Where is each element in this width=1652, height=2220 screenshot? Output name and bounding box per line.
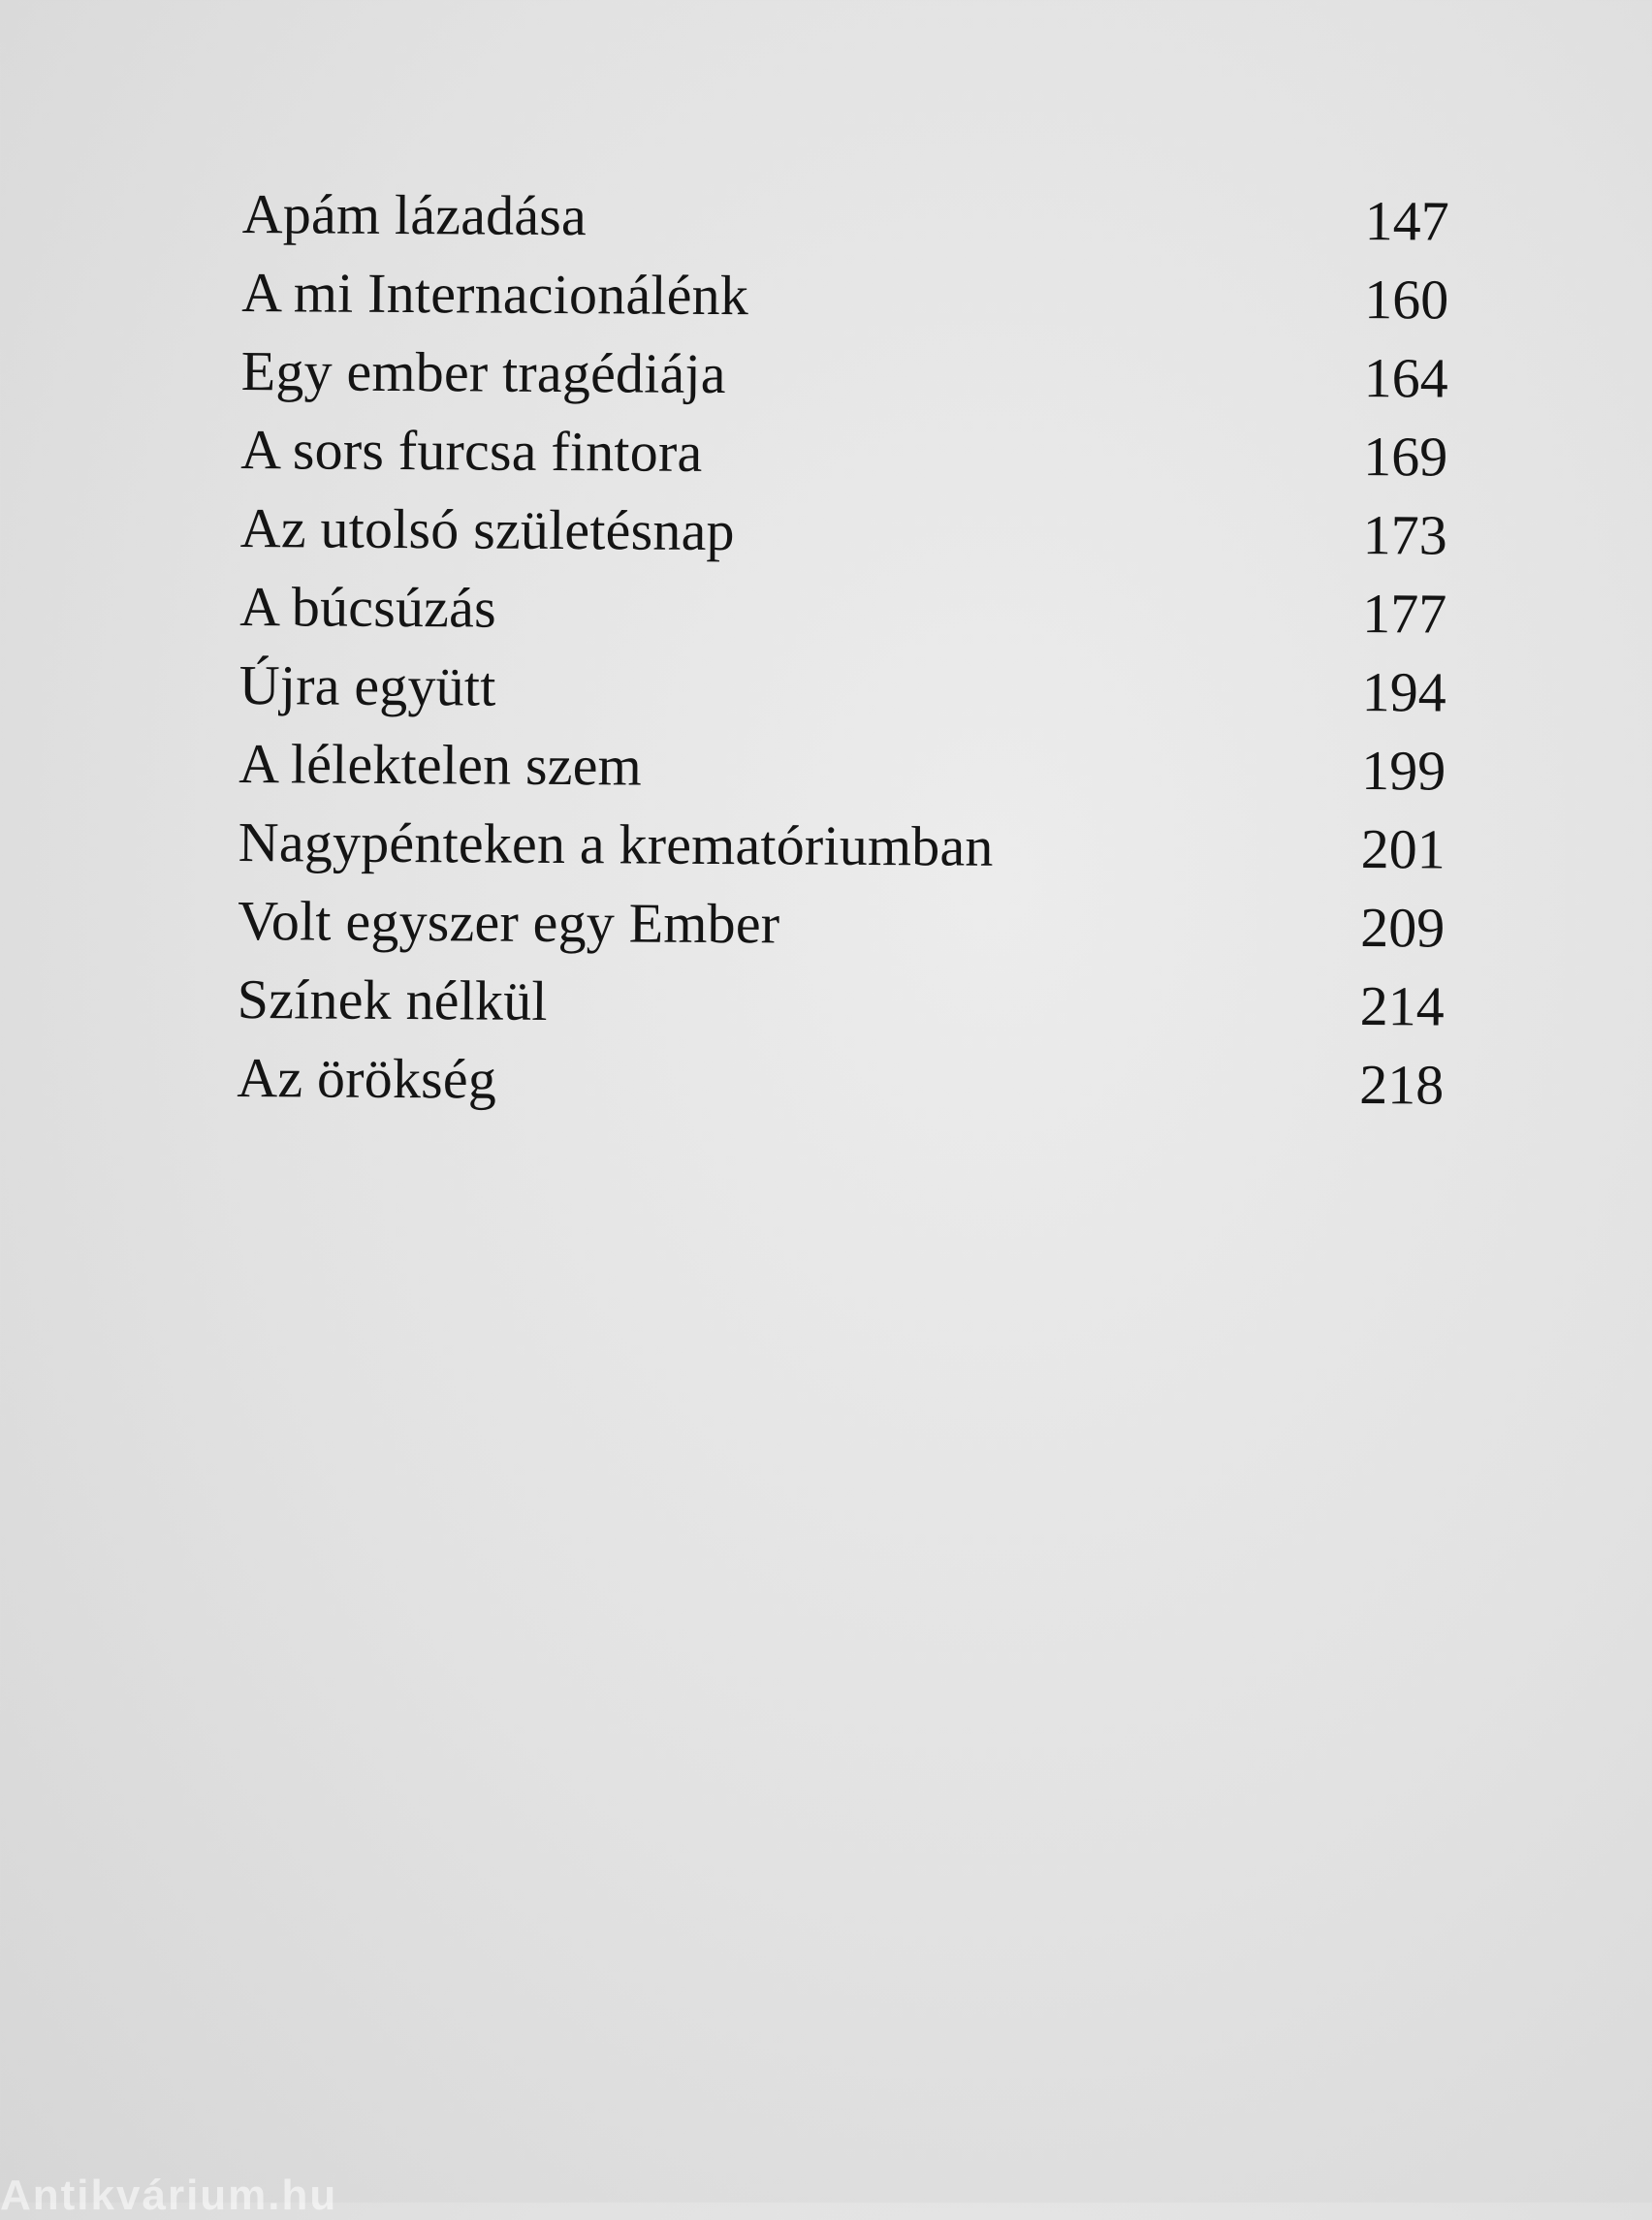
toc-entry (239, 646, 1446, 732)
toc-entry (238, 960, 1445, 1046)
toc-entry-title: Apám lázadása (241, 181, 588, 248)
toc-entry-page-number: 214 (1359, 974, 1445, 1038)
toc-entry-title: A lélektelen szem (238, 731, 643, 798)
toc-entry (237, 1038, 1444, 1125)
watermark: Antikvárium.hu (0, 2172, 338, 2219)
table-of-contents (237, 174, 1449, 1125)
toc-entry-page-number: 218 (1359, 1053, 1445, 1117)
toc-entry-page-number: 160 (1364, 268, 1449, 332)
toc-entry-page-number: 147 (1364, 189, 1449, 253)
toc-entry-title: Volt egyszer egy Ember (238, 888, 780, 956)
toc-entry (238, 881, 1445, 967)
toc-entry-title: A mi Internacionálénk (241, 260, 749, 328)
toc-entry-title: Színek nélkül (237, 967, 548, 1032)
toc-entry-title: Az örökség (237, 1045, 497, 1111)
toc-entry-page-number: 201 (1360, 817, 1446, 881)
toc-entry-page-number: 173 (1362, 503, 1447, 567)
toc-entry-page-number: 164 (1363, 346, 1448, 410)
toc-entry (238, 803, 1446, 889)
toc-entry-page-number: 194 (1361, 660, 1446, 724)
toc-entry (239, 567, 1446, 653)
toc-entry-title: A sors furcsa fintora (240, 417, 703, 484)
toc-entry (240, 410, 1447, 496)
toc-entry-title: Az utolsó születésnap (239, 495, 735, 563)
toc-entry (241, 332, 1448, 418)
toc-entry (242, 174, 1449, 261)
toc-entry-title: A búcsúzás (239, 574, 497, 640)
toc-entry-title: Egy ember tragédiája (240, 338, 726, 406)
toc-entry-title: Nagypénteken a krematóriumban (238, 809, 994, 878)
toc-entry-page-number: 209 (1360, 896, 1446, 960)
toc-entry-page-number: 177 (1362, 582, 1447, 646)
toc-entry-page-number: 199 (1361, 739, 1446, 803)
toc-entry (238, 724, 1446, 810)
toc-entry (240, 489, 1447, 575)
toc-entry-page-number: 169 (1363, 425, 1448, 489)
toc-entry-title: Újra együtt (238, 652, 496, 718)
toc-entry (241, 253, 1448, 339)
